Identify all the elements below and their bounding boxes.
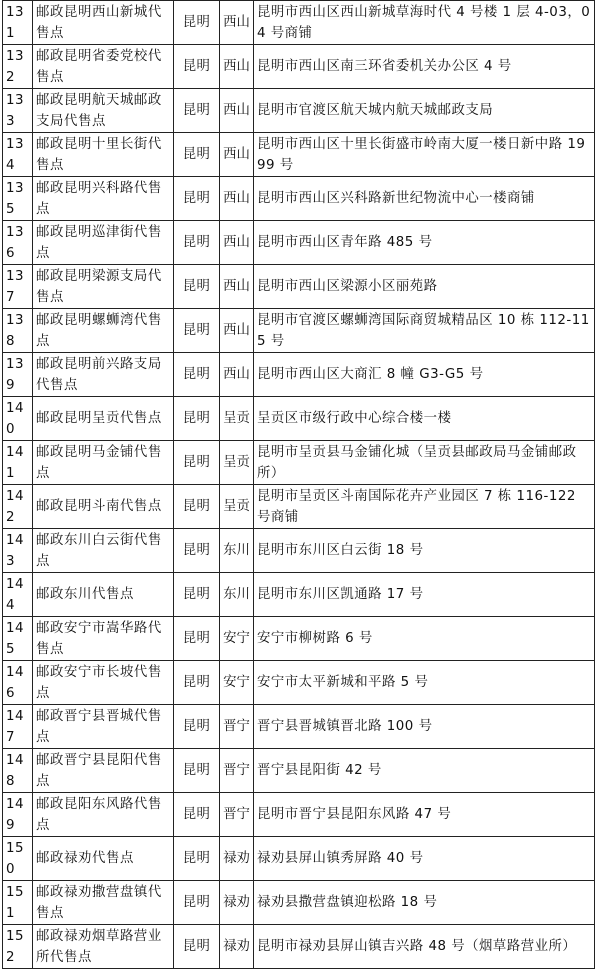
row-number: 138 [3, 309, 33, 353]
row-number: 150 [3, 837, 33, 881]
district-cell: 西山 [220, 353, 254, 397]
address-cell: 昆明市西山区兴科路新世纪物流中心一楼商铺 [254, 177, 595, 221]
table-row [3, 1, 595, 45]
address-cell: 昆明市西山区南三环省委机关办公区 4 号 [254, 45, 595, 89]
address-cell: 呈贡区市级行政中心综合楼一楼 [254, 397, 595, 441]
district-cell: 晋宁 [220, 749, 254, 793]
city-cell: 昆明 [174, 529, 220, 573]
row-number: 145 [3, 617, 33, 661]
city-cell: 昆明 [174, 485, 220, 529]
city-cell: 昆明 [174, 89, 220, 133]
district-cell: 东川 [220, 573, 254, 617]
address-cell: 安宁市太平新城和平路 5 号 [254, 661, 595, 705]
city-cell: 昆明 [174, 925, 220, 969]
row-number: 143 [3, 529, 33, 573]
city-cell: 昆明 [174, 749, 220, 793]
address-cell: 昆明市禄劝县屏山镇吉兴路 48 号（烟草路营业所） [254, 925, 595, 969]
district-cell: 晋宁 [220, 793, 254, 837]
address-cell: 安宁市柳树路 6 号 [254, 617, 595, 661]
table-row [3, 925, 595, 969]
city-cell: 昆明 [174, 397, 220, 441]
row-number: 151 [3, 881, 33, 925]
outlet-name: 邮政晋宁县晋城代售点 [33, 705, 174, 749]
city-cell: 昆明 [174, 793, 220, 837]
row-number: 139 [3, 353, 33, 397]
address-cell: 昆明市西山区青年路 485 号 [254, 221, 595, 265]
table-row [3, 309, 595, 353]
table-row [3, 705, 595, 749]
district-cell: 西山 [220, 309, 254, 353]
address-cell: 昆明市东川区白云街 18 号 [254, 529, 595, 573]
district-cell: 西山 [220, 1, 254, 45]
outlet-name: 邮政禄劝撒营盘镇代售点 [33, 881, 174, 925]
table-row [3, 661, 595, 705]
table-row [3, 881, 595, 925]
row-number: 152 [3, 925, 33, 969]
table-row [3, 529, 595, 573]
city-cell: 昆明 [174, 221, 220, 265]
outlet-name: 邮政禄劝烟草路营业所代售点 [33, 925, 174, 969]
table-row [3, 45, 595, 89]
outlet-name: 邮政安宁市长坡代售点 [33, 661, 174, 705]
outlet-name: 邮政昆明巡津街代售点 [33, 221, 174, 265]
table-row [3, 353, 595, 397]
row-number: 149 [3, 793, 33, 837]
outlet-name: 邮政昆明十里长街代售点 [33, 133, 174, 177]
district-cell: 安宁 [220, 661, 254, 705]
address-cell: 昆明市西山区西山新城草海时代 4 号楼 1 层 4-03，04 号商铺 [254, 1, 595, 45]
address-cell: 禄劝县撒营盘镇迎松路 18 号 [254, 881, 595, 925]
city-cell: 昆明 [174, 353, 220, 397]
city-cell: 昆明 [174, 705, 220, 749]
outlet-name: 邮政昆明螺蛳湾代售点 [33, 309, 174, 353]
address-cell: 昆明市西山区十里长街盛市岭南大厦一楼日新中路 1999 号 [254, 133, 595, 177]
row-number: 135 [3, 177, 33, 221]
table-row [3, 617, 595, 661]
city-cell: 昆明 [174, 309, 220, 353]
address-cell: 昆明市官渡区螺蛳湾国际商贸城精品区 10 栋 112-115 号 [254, 309, 595, 353]
row-number: 132 [3, 45, 33, 89]
row-number: 144 [3, 573, 33, 617]
city-cell: 昆明 [174, 45, 220, 89]
district-cell: 禄劝 [220, 837, 254, 881]
outlet-name: 邮政昆明西山新城代售点 [33, 1, 174, 45]
address-cell: 昆明市呈贡区斗南国际花卉产业园区 7 栋 116-122 号商铺 [254, 485, 595, 529]
address-cell: 昆明市晋宁县昆阳东风路 47 号 [254, 793, 595, 837]
outlet-name: 邮政昆明前兴路支局代售点 [33, 353, 174, 397]
address-cell: 昆明市西山区大商汇 8 幢 G3-G5 号 [254, 353, 595, 397]
outlet-table [2, 0, 595, 969]
row-number: 134 [3, 133, 33, 177]
outlet-name: 邮政昆明呈贡代售点 [33, 397, 174, 441]
outlet-name: 邮政安宁市嵩华路代售点 [33, 617, 174, 661]
city-cell: 昆明 [174, 133, 220, 177]
outlet-name: 邮政东川白云街代售点 [33, 529, 174, 573]
address-cell: 晋宁县昆阳街 42 号 [254, 749, 595, 793]
outlet-name: 邮政昆明马金铺代售点 [33, 441, 174, 485]
district-cell: 禄劝 [220, 925, 254, 969]
table-row [3, 793, 595, 837]
table-row [3, 441, 595, 485]
row-number: 133 [3, 89, 33, 133]
table-row [3, 265, 595, 309]
row-number: 146 [3, 661, 33, 705]
row-number: 148 [3, 749, 33, 793]
address-cell: 昆明市官渡区航天城内航天城邮政支局 [254, 89, 595, 133]
district-cell: 禄劝 [220, 881, 254, 925]
row-number: 140 [3, 397, 33, 441]
outlet-name: 邮政昆阳东风路代售点 [33, 793, 174, 837]
city-cell: 昆明 [174, 661, 220, 705]
district-cell: 西山 [220, 89, 254, 133]
city-cell: 昆明 [174, 177, 220, 221]
district-cell: 呈贡 [220, 397, 254, 441]
table-body [3, 1, 595, 969]
table-row [3, 749, 595, 793]
outlet-name: 邮政晋宁县昆阳代售点 [33, 749, 174, 793]
outlet-name: 邮政禄劝代售点 [33, 837, 174, 881]
district-cell: 呈贡 [220, 485, 254, 529]
district-cell: 晋宁 [220, 705, 254, 749]
district-cell: 安宁 [220, 617, 254, 661]
address-cell: 昆明市呈贡县马金铺化城（呈贡县邮政局马金铺邮政所） [254, 441, 595, 485]
row-number: 136 [3, 221, 33, 265]
table-row [3, 837, 595, 881]
outlet-name: 邮政昆明兴科路代售点 [33, 177, 174, 221]
table-row [3, 573, 595, 617]
address-cell: 昆明市西山区梁源小区丽苑路 [254, 265, 595, 309]
row-number: 141 [3, 441, 33, 485]
row-number: 131 [3, 1, 33, 45]
city-cell: 昆明 [174, 265, 220, 309]
table-row [3, 485, 595, 529]
row-number: 147 [3, 705, 33, 749]
outlet-name: 邮政昆明斗南代售点 [33, 485, 174, 529]
district-cell: 西山 [220, 133, 254, 177]
row-number: 142 [3, 485, 33, 529]
district-cell: 东川 [220, 529, 254, 573]
table-row [3, 397, 595, 441]
district-cell: 西山 [220, 265, 254, 309]
table-row [3, 177, 595, 221]
outlet-name: 邮政昆明省委党校代售点 [33, 45, 174, 89]
city-cell: 昆明 [174, 1, 220, 45]
city-cell: 昆明 [174, 573, 220, 617]
district-cell: 西山 [220, 221, 254, 265]
table-row [3, 89, 595, 133]
row-number: 137 [3, 265, 33, 309]
table-row [3, 133, 595, 177]
outlet-name: 邮政昆明航天城邮政支局代售点 [33, 89, 174, 133]
city-cell: 昆明 [174, 441, 220, 485]
address-cell: 昆明市东川区凯通路 17 号 [254, 573, 595, 617]
outlet-name: 邮政东川代售点 [33, 573, 174, 617]
district-cell: 西山 [220, 177, 254, 221]
district-cell: 西山 [220, 45, 254, 89]
district-cell: 呈贡 [220, 441, 254, 485]
city-cell: 昆明 [174, 881, 220, 925]
city-cell: 昆明 [174, 617, 220, 661]
outlet-name: 邮政昆明梁源支局代售点 [33, 265, 174, 309]
table-row [3, 221, 595, 265]
address-cell: 禄劝县屏山镇秀屏路 40 号 [254, 837, 595, 881]
city-cell: 昆明 [174, 837, 220, 881]
address-cell: 晋宁县晋城镇晋北路 100 号 [254, 705, 595, 749]
